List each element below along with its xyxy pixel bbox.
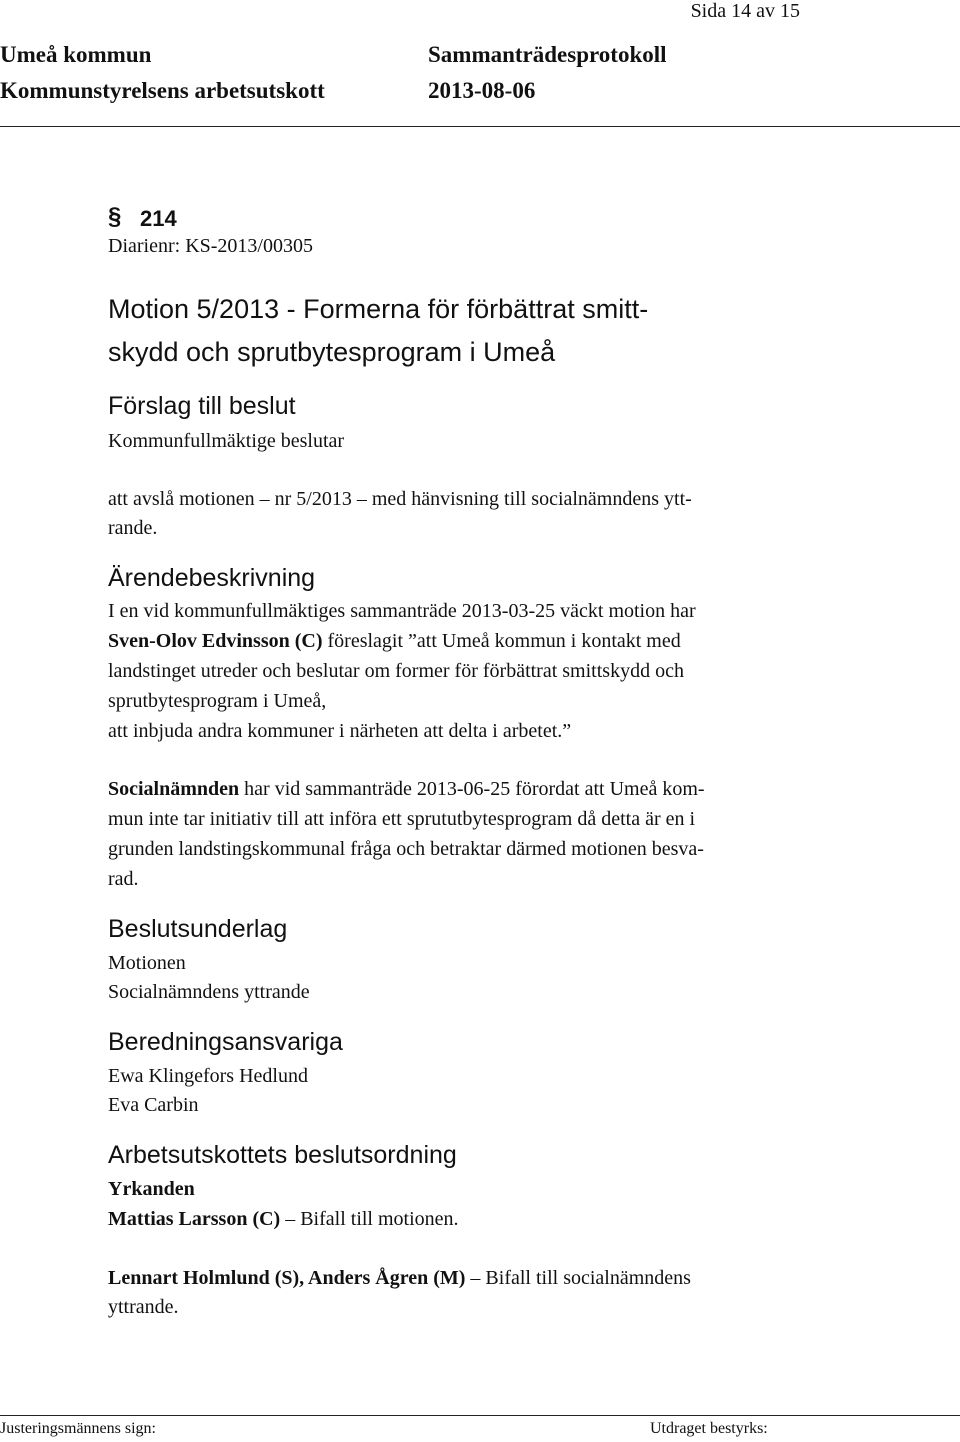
motion-item-2-speakers: Lennart Holmlund (S), Anders Ågren (M) <box>108 1267 466 1289</box>
motion-item-1-text: – Bifall till motionen. <box>280 1208 459 1230</box>
document-type: Sammanträdesprotokoll <box>428 42 667 67</box>
motion-item-2-text: – Bifall till socialnämndens <box>465 1267 691 1289</box>
paragraph-number: 214 <box>140 206 177 231</box>
preparer-name: Ewa Klingefors Hedlund <box>108 1065 308 1087</box>
motions-subheading: Yrkanden <box>108 1178 195 1200</box>
motion-item-2-line-2: yttrande. <box>108 1296 179 1318</box>
motion-title-line-1: Motion 5/2013 - Formerna för förbättrat smitt- <box>108 294 649 324</box>
justification-signature-label: Justeringsmännens sign: <box>0 1420 156 1437</box>
motion-item-1 <box>108 1208 459 1231</box>
page-number: Sida 14 av 15 <box>690 0 800 22</box>
organization-name: Umeå kommun <box>0 42 152 67</box>
proposal-heading: Förslag till beslut <box>108 392 296 420</box>
case-para2-line-2: mun inte tar initiativ till att införa ett sprututbytesprogram då detta är en i <box>108 808 696 830</box>
decision-basis-item: Socialnämndens yttrande <box>108 981 310 1003</box>
decision-order-heading: Arbetsutskottets beslutsordning <box>108 1141 457 1169</box>
header-divider <box>0 126 960 127</box>
case-description-heading: Ärendebeskrivning <box>108 564 316 592</box>
case-para2-line-1 <box>108 778 705 801</box>
case-para2-line-3: grunden landstingskommunal fråga och betraktar därmed motionen besva- <box>108 838 704 860</box>
case-para2-line-4: rad. <box>108 868 139 890</box>
proposal-line-1: Kommunfullmäktige beslutar <box>108 430 345 452</box>
paragraph-symbol: § <box>108 203 122 230</box>
motion-item-1-speaker: Mattias Larsson (C) <box>108 1208 281 1230</box>
extract-certified-label: Utdraget bestyrks: <box>650 1420 768 1437</box>
case-para1-line-2 <box>108 630 681 653</box>
motion-item-2 <box>108 1267 691 1290</box>
case-para1-line-5: att inbjuda andra kommuner i närheten att delta i arbetet.” <box>108 720 572 742</box>
decision-basis-heading: Beslutsunderlag <box>108 915 288 943</box>
proposal-line-2: att avslå motionen – nr 5/2013 – med hänvisning till socialnämndens ytt- <box>108 488 692 510</box>
footer-divider <box>0 1415 960 1416</box>
case-para2-line-1-rest: har vid sammanträde 2013-06-25 förordat att Umeå kom- <box>239 778 705 800</box>
decision-basis-item: Motionen <box>108 952 186 974</box>
motion-title-line-2: skydd och sprutbytesprogram i Umeå <box>108 337 556 367</box>
diary-number: Diarienr: KS-2013/00305 <box>108 235 313 257</box>
preparer-name: Eva Carbin <box>108 1094 199 1116</box>
case-para1-line-2-rest: föreslagit ”att Umeå kommun i kontakt med <box>322 630 681 652</box>
social-committee-name: Socialnämnden <box>108 778 240 800</box>
case-para1-line-4: sprutbytesprogram i Umeå, <box>108 690 327 712</box>
preparers-heading: Beredningsansvariga <box>108 1028 343 1056</box>
proposer-name: Sven-Olov Edvinsson (C) <box>108 630 323 652</box>
meeting-date: 2013-08-06 <box>428 78 536 103</box>
proposal-line-3: rande. <box>108 517 158 539</box>
committee-name: Kommunstyrelsens arbetsutskott <box>0 78 325 103</box>
case-para1-line-3: landstinget utreder och beslutar om former för förbättrat smittskydd och <box>108 660 684 682</box>
case-para1-line-1: I en vid kommunfullmäktiges sammanträde 2013-03-25 väckt motion har <box>108 600 696 622</box>
